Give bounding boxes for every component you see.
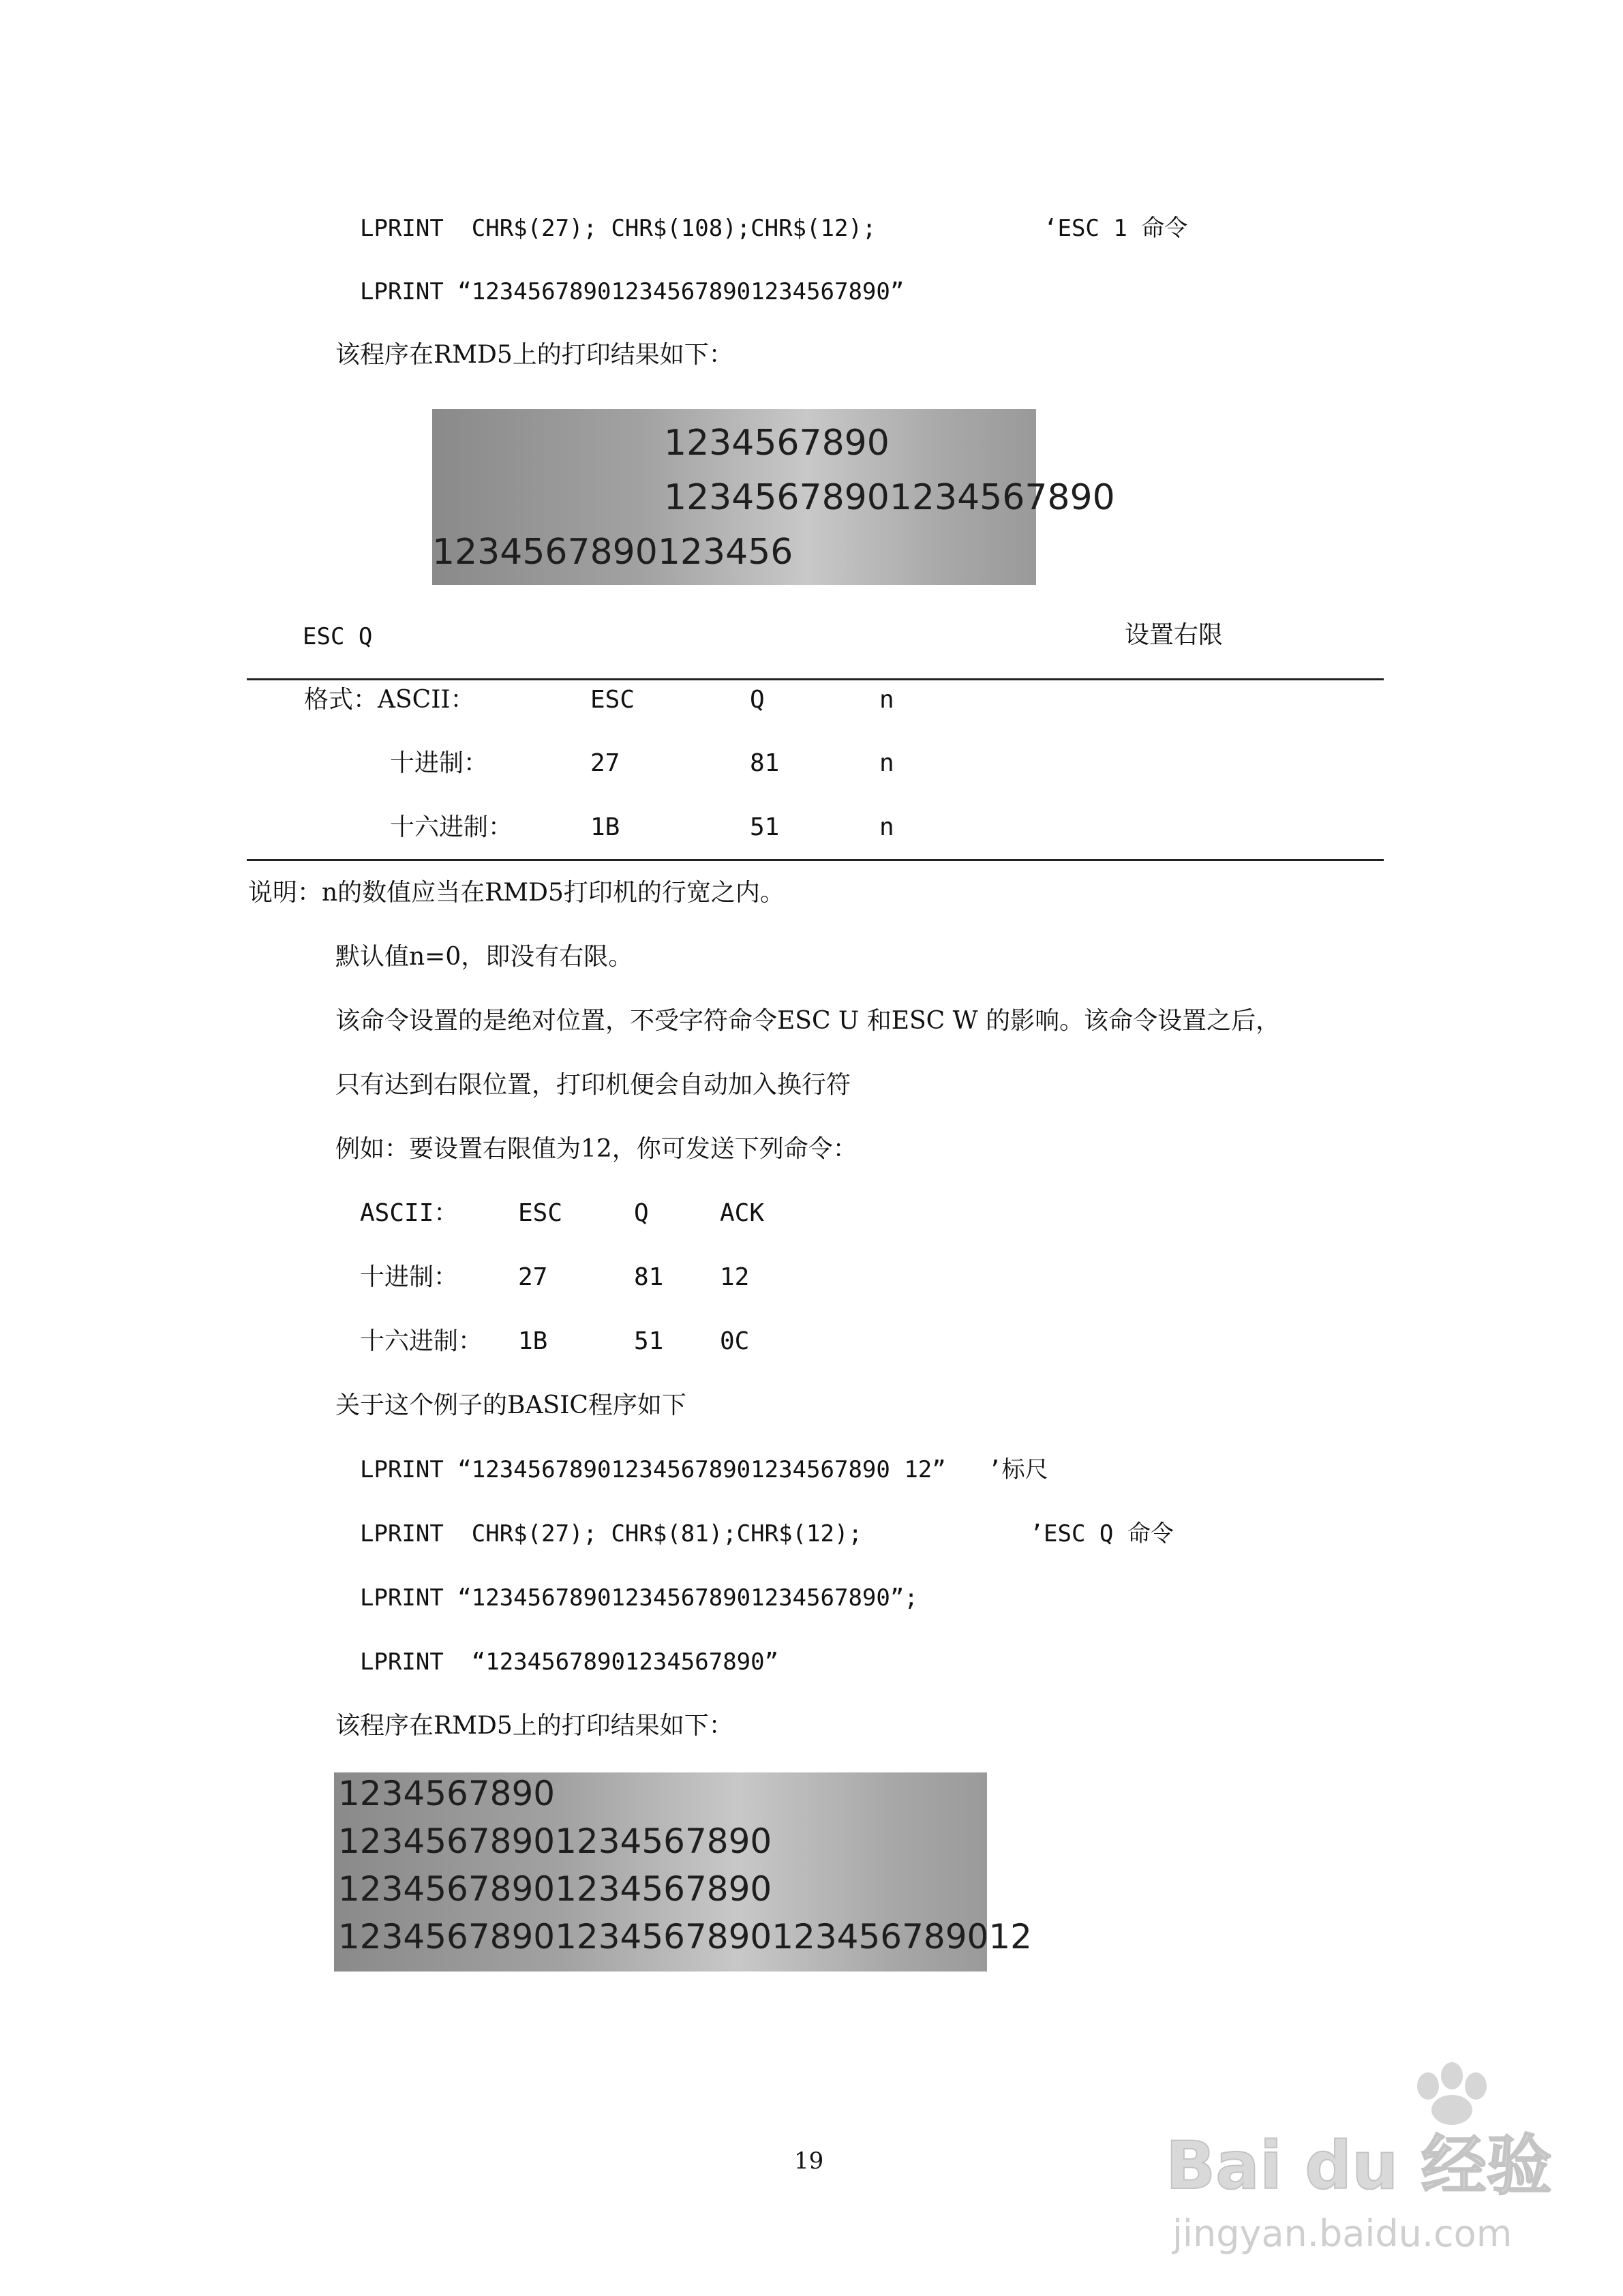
example-value: 1B — [518, 1327, 548, 1355]
photo-line: 12345678901234567890 — [338, 1822, 772, 1861]
example-value: Q — [634, 1199, 649, 1227]
format-label: 十六进制： — [390, 813, 513, 841]
example-value: 0C — [720, 1327, 750, 1355]
format-value: 51 — [750, 813, 780, 841]
photo-line: 12345678901234567890 — [664, 477, 1115, 518]
format-value: 81 — [750, 749, 780, 777]
result-caption: 该程序在RMD5上的打印结果如下： — [335, 1712, 733, 1740]
example-value: 12 — [720, 1263, 750, 1291]
example-label: 十六进制： — [360, 1327, 483, 1355]
example-value: ACK — [720, 1199, 765, 1227]
code-line-esc-l: LPRINT CHR$(27); CHR$(108);CHR$(12); ‘ESC 1 命令 — [360, 215, 1188, 242]
code-line-print: LPRINT “12345678901234567890” — [360, 1648, 779, 1676]
example-value: 51 — [634, 1327, 664, 1355]
description-line: 说明：n的数值应当在RMD5打印机的行宽之内。 — [248, 879, 785, 907]
watermark-brand: Bai du 经验 — [1166, 2128, 1552, 2204]
photo-line: 12345678901234567890123456789012 — [338, 1917, 1032, 1957]
example-value: 81 — [634, 1263, 664, 1291]
code-line-esc-q: LPRINT CHR$(27); CHR$(81);CHR$(12); ’ESC Q 命令 — [360, 1520, 1174, 1547]
photo-line: 12345678901234567890 — [338, 1869, 772, 1909]
format-label: 格式：ASCII： — [304, 686, 475, 714]
format-value: n — [879, 813, 894, 841]
section-command-name: ESC Q — [303, 623, 373, 650]
format-value: Q — [750, 686, 765, 714]
example-label: ASCII： — [360, 1199, 459, 1227]
format-label: 十进制： — [390, 749, 489, 777]
code-line-ruler: LPRINT “123456789012345678901234567890 12” ’标尺 — [360, 1456, 1048, 1483]
code-line-print: LPRINT “123456789012345678901234567890”; — [360, 1584, 918, 1612]
description-line: 该命令设置的是绝对位置，不受字符命令ESC U 和ESC W 的影响。该命令设置之后， — [335, 1007, 1281, 1035]
page-number: 19 — [794, 2147, 824, 2175]
example-value: ESC — [518, 1199, 563, 1227]
example-label: 十进制： — [360, 1263, 459, 1291]
description-line: 例如：要设置右限值为12，你可发送下列命令： — [335, 1135, 858, 1163]
baidu-jingyan-watermark — [1159, 2052, 1552, 2263]
watermark-url: jingyan.baidu.com — [1172, 2212, 1513, 2255]
section-title: 设置右限 — [1125, 621, 1224, 649]
format-value: 27 — [590, 749, 620, 777]
photo-line: 1234567890123456 — [432, 532, 793, 573]
photo-line: 1234567890 — [338, 1774, 556, 1813]
print-result-photo-2 — [334, 1772, 1032, 1972]
print-result-photo-1 — [432, 409, 1115, 585]
format-value: n — [879, 686, 894, 714]
code-line-print: LPRINT “123456789012345678901234567890” — [360, 278, 905, 305]
photo-line: 1234567890 — [664, 423, 890, 464]
basic-intro: 关于这个例子的BASIC程序如下 — [335, 1391, 686, 1419]
format-value: n — [879, 749, 894, 777]
format-value: ESC — [590, 686, 635, 714]
example-value: 27 — [518, 1263, 548, 1291]
table-top-rule — [247, 678, 1384, 680]
description-line: 只有达到右限位置，打印机便会自动加入换行符 — [335, 1071, 851, 1099]
description-line: 默认值n=0，即没有右限。 — [335, 943, 633, 971]
format-value: 1B — [590, 813, 620, 841]
table-bottom-rule — [247, 859, 1384, 861]
result-caption: 该程序在RMD5上的打印结果如下： — [335, 341, 733, 369]
